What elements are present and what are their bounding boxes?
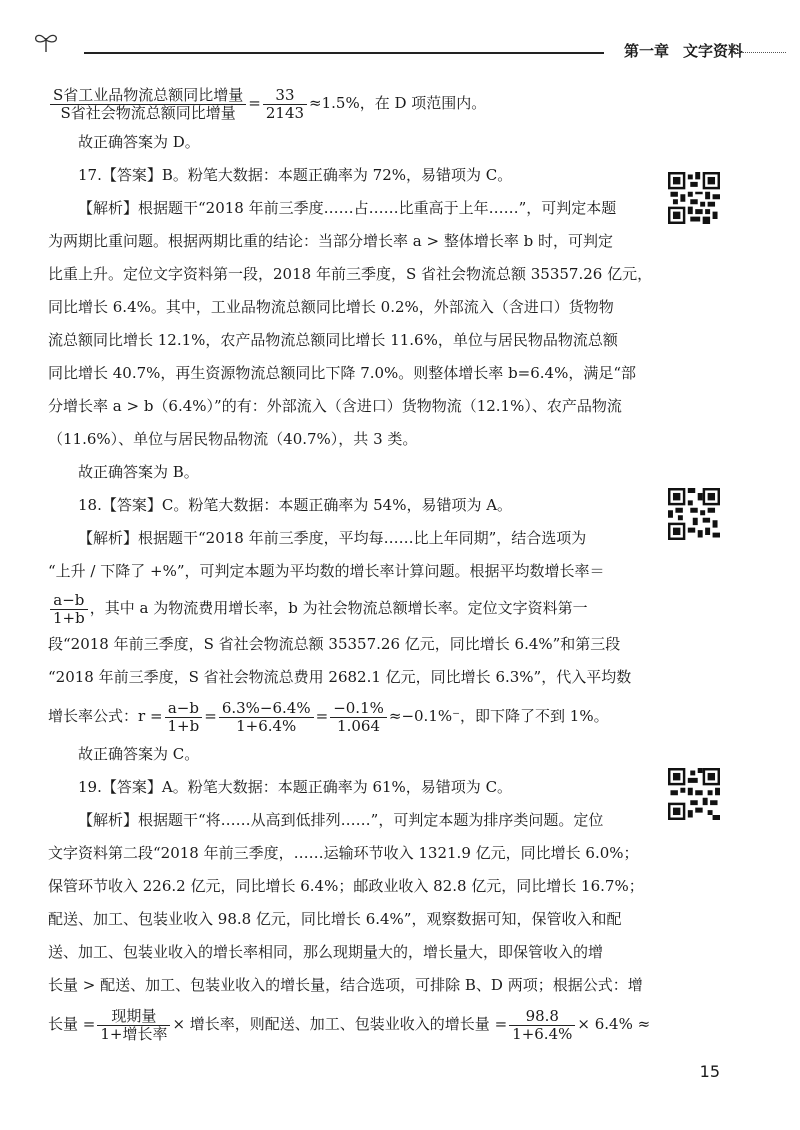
- qr-code-icon[interactable]: [668, 768, 720, 820]
- page-content: [48, 80, 662, 1046]
- fraction: $\frac{6.3\%-6.4\%}{1+6.4\%}$: [219, 700, 314, 735]
- formula-line: $\frac{a-b}{1+b}$ ，其中 a 为物流费用增长率，b 为社会物流总额增长率。定位文字资料第一: [48, 588, 662, 628]
- text-line: 段“2018 年前三季度，S 省社会物流总额 35357.26 亿元，同比增长 6.4%”和第三段: [48, 635, 621, 653]
- text-line: 比重上升。定位文字资料第一段，2018 年前三季度，S 省社会物流总额 35357.26 亿元，: [48, 265, 653, 283]
- sprout-icon: [32, 30, 60, 54]
- text-line: 【解析】根据题干“将……从高到低排列……”，可判定本题为排序类问题。定位: [78, 811, 604, 829]
- text-line: 为两期比重问题。根据两期比重的结论：当部分增长率 a > 整体增长率 b 时，可判定: [48, 232, 613, 250]
- chapter-label: 第一章: [624, 42, 670, 60]
- text-line: 长量 > 配送、加工、包装业收入的增长量，结合选项，可排除 B、D 两项；根据公式：增: [48, 976, 643, 994]
- text-line: “上升 / 下降了 +%”，可判定本题为平均数的增长率计算问题。根据平均数增长率＝: [48, 562, 605, 580]
- page-header: [32, 30, 788, 60]
- qr-code-icon[interactable]: [668, 172, 720, 224]
- text-line: “2018 年前三季度，S 省社会物流总费用 2682.1 亿元，同比增长 6.3%”，代入平均数: [48, 668, 632, 686]
- header-rule: [84, 52, 604, 54]
- formula-line: 增长率公式：r = $\frac{a-b}{1+b}$ = $\frac{6.3\%-6.4\%}{1+6.4\%}$ = $\frac{-0.1\%}{1.064}$ ≈−0.1%⁻，即下降了不到 1%。: [48, 698, 609, 735]
- text-line: 【解析】根据题干“2018 年前三季度，平均每……比上年同期”，结合选项为: [78, 529, 587, 547]
- text-line: （11.6%）、单位与居民物品物流（40.7%），共 3 类。: [48, 430, 418, 448]
- formula-line: 长量 = $\frac{\text{现期量}}{\text{1+增长率}}$ × 增长率，则配送、加工、包装业收入的增长量 = $\frac{98.8}{1+6.4\%}$ × 6.4% ≈: [48, 1006, 651, 1043]
- formula-line: $\frac{\text{S省工业品物流总额同比增量}}{\text{S省社会物流总额同比增量}}$ = $\frac{33}{2143}$ ≈1.5%，在 D 项范围内。: [48, 80, 662, 126]
- fraction: $\frac{98.8}{1+6.4\%}$: [509, 1008, 575, 1043]
- answer-line: 故正确答案为 C。: [78, 745, 200, 763]
- page-number: 15: [699, 1062, 720, 1081]
- text-line: 保管环节收入 226.2 亿元，同比增长 6.4%；邮政业收入 82.8 亿元，同比增长 16.7%；: [48, 877, 644, 895]
- fraction: $\frac{\text{现期量}}{\text{1+增长率}}$: [97, 1008, 170, 1043]
- section-label: 文字资料: [683, 42, 744, 60]
- fraction: $\frac{-0.1\%}{1.064}$: [330, 700, 387, 735]
- text-line: 送、加工、包装业收入的增长率相同，那么现期量大的，增长量大，即保管收入的增: [48, 943, 604, 961]
- text-line: 流总额同比增长 12.1%，农产品物流总额同比增长 11.6%，单位与居民物品物流总额: [48, 331, 618, 349]
- text-line: 同比增长 6.4%。其中，工业品物流总额同比增长 0.2%，外部流入（含进口）货物物: [48, 298, 614, 316]
- answer-header: 19.【答案】A。粉笔大数据：本题正确率为 61%，易错项为 C。: [78, 778, 513, 796]
- text-line: 分增长率 a > b（6.4%）”的有：外部流入（含进口）货物物流（12.1%）、农产品物流: [48, 397, 622, 415]
- qr-code-icon[interactable]: [668, 488, 720, 540]
- fraction: $\frac{33}{2143}$: [263, 87, 307, 122]
- text-line: 同比增长 40.7%，再生资源物流总额同比下降 7.0%。则整体增长率 b=6.4%，满足“部: [48, 364, 637, 382]
- answer-line: 故正确答案为 D。: [78, 133, 200, 151]
- fraction: $\frac{\text{S省工业品物流总额同比增量}}{\text{S省社会物流总额同比增量}}$: [50, 87, 246, 122]
- answer-line: 故正确答案为 B。: [78, 463, 199, 481]
- fraction: $\frac{a-b}{1+b}$: [50, 592, 88, 627]
- text-line: 【解析】根据题干“2018 年前三季度……占……比重高于上年……”，可判定本题: [78, 199, 617, 217]
- answer-header: 18.【答案】C。粉笔大数据：本题正确率为 54%，易错项为 A。: [78, 496, 513, 514]
- answer-header: 17.【答案】B。粉笔大数据：本题正确率为 72%，易错项为 C。: [78, 166, 513, 184]
- fraction: $\frac{a-b}{1+b}$: [165, 700, 203, 735]
- header-dots: [734, 52, 786, 53]
- text-line: 文字资料第二段“2018 年前三季度，……运输环节收入 1321.9 亿元，同比增长 6.0%；: [48, 844, 639, 862]
- chapter-title: [624, 40, 757, 61]
- text-line: 配送、加工、包装业收入 98.8 亿元，同比增长 6.4%”，观察数据可知，保管收入和配: [48, 910, 622, 928]
